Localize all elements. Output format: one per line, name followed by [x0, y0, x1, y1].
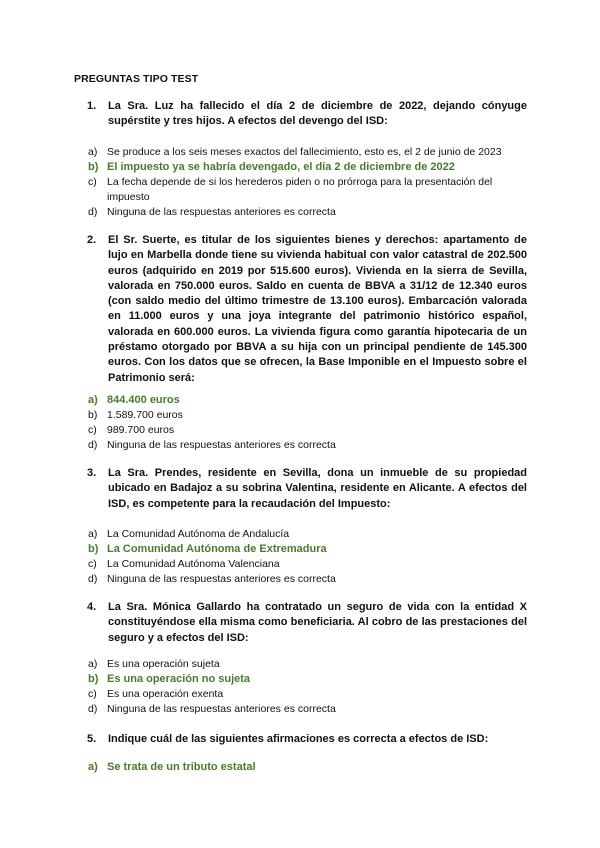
option-text: Ninguna de las respuestas anteriores es correcta: [107, 703, 336, 715]
option-letter: a): [88, 528, 98, 540]
option-text: Se produce a los seis meses exactos del fallecimiento, esto es, el 2 de junio de 2023: [107, 146, 502, 158]
option-letter: b): [88, 409, 98, 421]
option-letter: d): [88, 703, 98, 715]
option-text: Es una operación exenta: [107, 688, 224, 700]
option-3a: [88, 527, 528, 542]
option-1b-correct: [88, 160, 528, 175]
option-text: La Comunidad Autónoma de Extremadura: [107, 543, 327, 555]
option-4a: [88, 657, 528, 672]
question-number: 4.: [87, 601, 97, 613]
option-text: 1.589.700 euros: [107, 409, 183, 421]
page-title: PREGUNTAS TIPO TEST: [74, 73, 199, 85]
option-letter: b): [88, 161, 99, 173]
question-number: 1.: [87, 100, 97, 112]
option-text: La Comunidad Autónoma de Andalucía: [107, 528, 290, 540]
option-5a-correct: [88, 760, 528, 775]
option-text: Se trata de un tributo estatal: [107, 761, 256, 773]
question-number: 3.: [87, 467, 97, 479]
option-3d: [88, 572, 528, 587]
options-3: [88, 527, 528, 587]
option-letter: c): [88, 176, 97, 188]
option-3c: [88, 557, 528, 572]
option-4d: [88, 702, 528, 717]
options-4: [88, 657, 528, 717]
option-2b: [88, 408, 528, 423]
option-text: La fecha depende de si los herederos piden o no prórroga para la presentación del impuesto: [107, 176, 493, 203]
option-text: La Comunidad Autónoma Valenciana: [107, 558, 280, 570]
option-letter: d): [88, 206, 98, 218]
option-2a-correct: [88, 393, 528, 408]
option-letter: a): [88, 761, 98, 773]
question-text: Indique cuál de las siguientes afirmaciones es correcta a efectos de ISD:: [108, 733, 489, 745]
option-2d: [88, 438, 528, 453]
options-5: [88, 760, 528, 775]
option-letter: b): [88, 673, 99, 685]
option-text: Ninguna de las respuestas anteriores es correcta: [107, 206, 336, 218]
options-1: [88, 145, 528, 220]
question-text: La Sra. Luz ha fallecido el día 2 de diciembre de 2022, dejando cónyuge supérstite y tres hijos. A efectos del devengo del ISD:: [108, 100, 527, 128]
option-text: Es una operación no sujeta: [107, 673, 251, 685]
option-text: Ninguna de las respuestas anteriores es correcta: [107, 439, 336, 451]
question-number: 2.: [87, 234, 97, 246]
option-4c: [88, 687, 528, 702]
option-letter: a): [88, 146, 98, 158]
question-2: [87, 233, 527, 386]
option-letter: d): [88, 439, 98, 451]
option-text: Ninguna de las respuestas anteriores es correcta: [107, 573, 336, 585]
question-1: [87, 99, 527, 130]
option-4b-correct: [88, 672, 528, 687]
option-2c: [88, 423, 528, 438]
option-1a: [88, 145, 528, 160]
question-number: 5.: [87, 733, 97, 745]
question-text: La Sra. Mónica Gallardo ha contratado un seguro de vida con la entidad X constituyéndose ella misma como beneficiaria. Al cobro de las prestaciones del seguro y a efectos del ISD:: [108, 601, 527, 644]
option-1d: [88, 205, 528, 220]
option-text: 989.700 euros: [107, 424, 175, 436]
question-5: [87, 732, 527, 747]
options-2: [88, 393, 528, 453]
question-text: El Sr. Suerte, es titular de los siguientes bienes y derechos: apartamento de lujo en Marbella donde tiene su vivienda habitual con valor catastral de 202.500 euros (adquirido en 2019 por 515.600 euros). Vivienda en la sierra de Sevilla, valorada en 750.000 euros. Saldo en cuenta de BBVA a 31/12 de 12.340 euros (con saldo medio del último trimestre de 13.100 euros). Embarcación valorada en 11.000 euros y una joya integrante del patrimonio histórico español, valorada en 600.000 euros. La vivienda figura como garantía hipotecaria de un préstamo otorgado por BBVA a su hija con un principal pendiente de 145.300 euros. Con los datos que se ofrecen, la Base Imponible en el Impuesto sobre el Patrimonio será:: [108, 234, 527, 384]
option-letter: c): [88, 424, 97, 436]
option-text: Es una operación sujeta: [107, 658, 220, 670]
option-3b-correct: [88, 542, 528, 557]
option-letter: a): [88, 394, 98, 406]
option-letter: a): [88, 658, 98, 670]
option-text: El impuesto ya se habría devengado, el día 2 de diciembre de 2022: [107, 161, 455, 173]
option-letter: c): [88, 688, 97, 700]
option-text: 844.400 euros: [107, 394, 180, 406]
option-letter: d): [88, 573, 98, 585]
question-4: [87, 600, 527, 646]
option-1c: [88, 175, 528, 205]
option-letter: c): [88, 558, 97, 570]
question-3: [87, 466, 527, 512]
option-letter: b): [88, 543, 99, 555]
question-text: La Sra. Prendes, residente en Sevilla, dona un inmueble de su propiedad ubicado en Badajoz a su sobrina Valentina, residente en Alicante. A efectos del ISD, es competente para la recaudación del Impuesto:: [108, 467, 527, 510]
